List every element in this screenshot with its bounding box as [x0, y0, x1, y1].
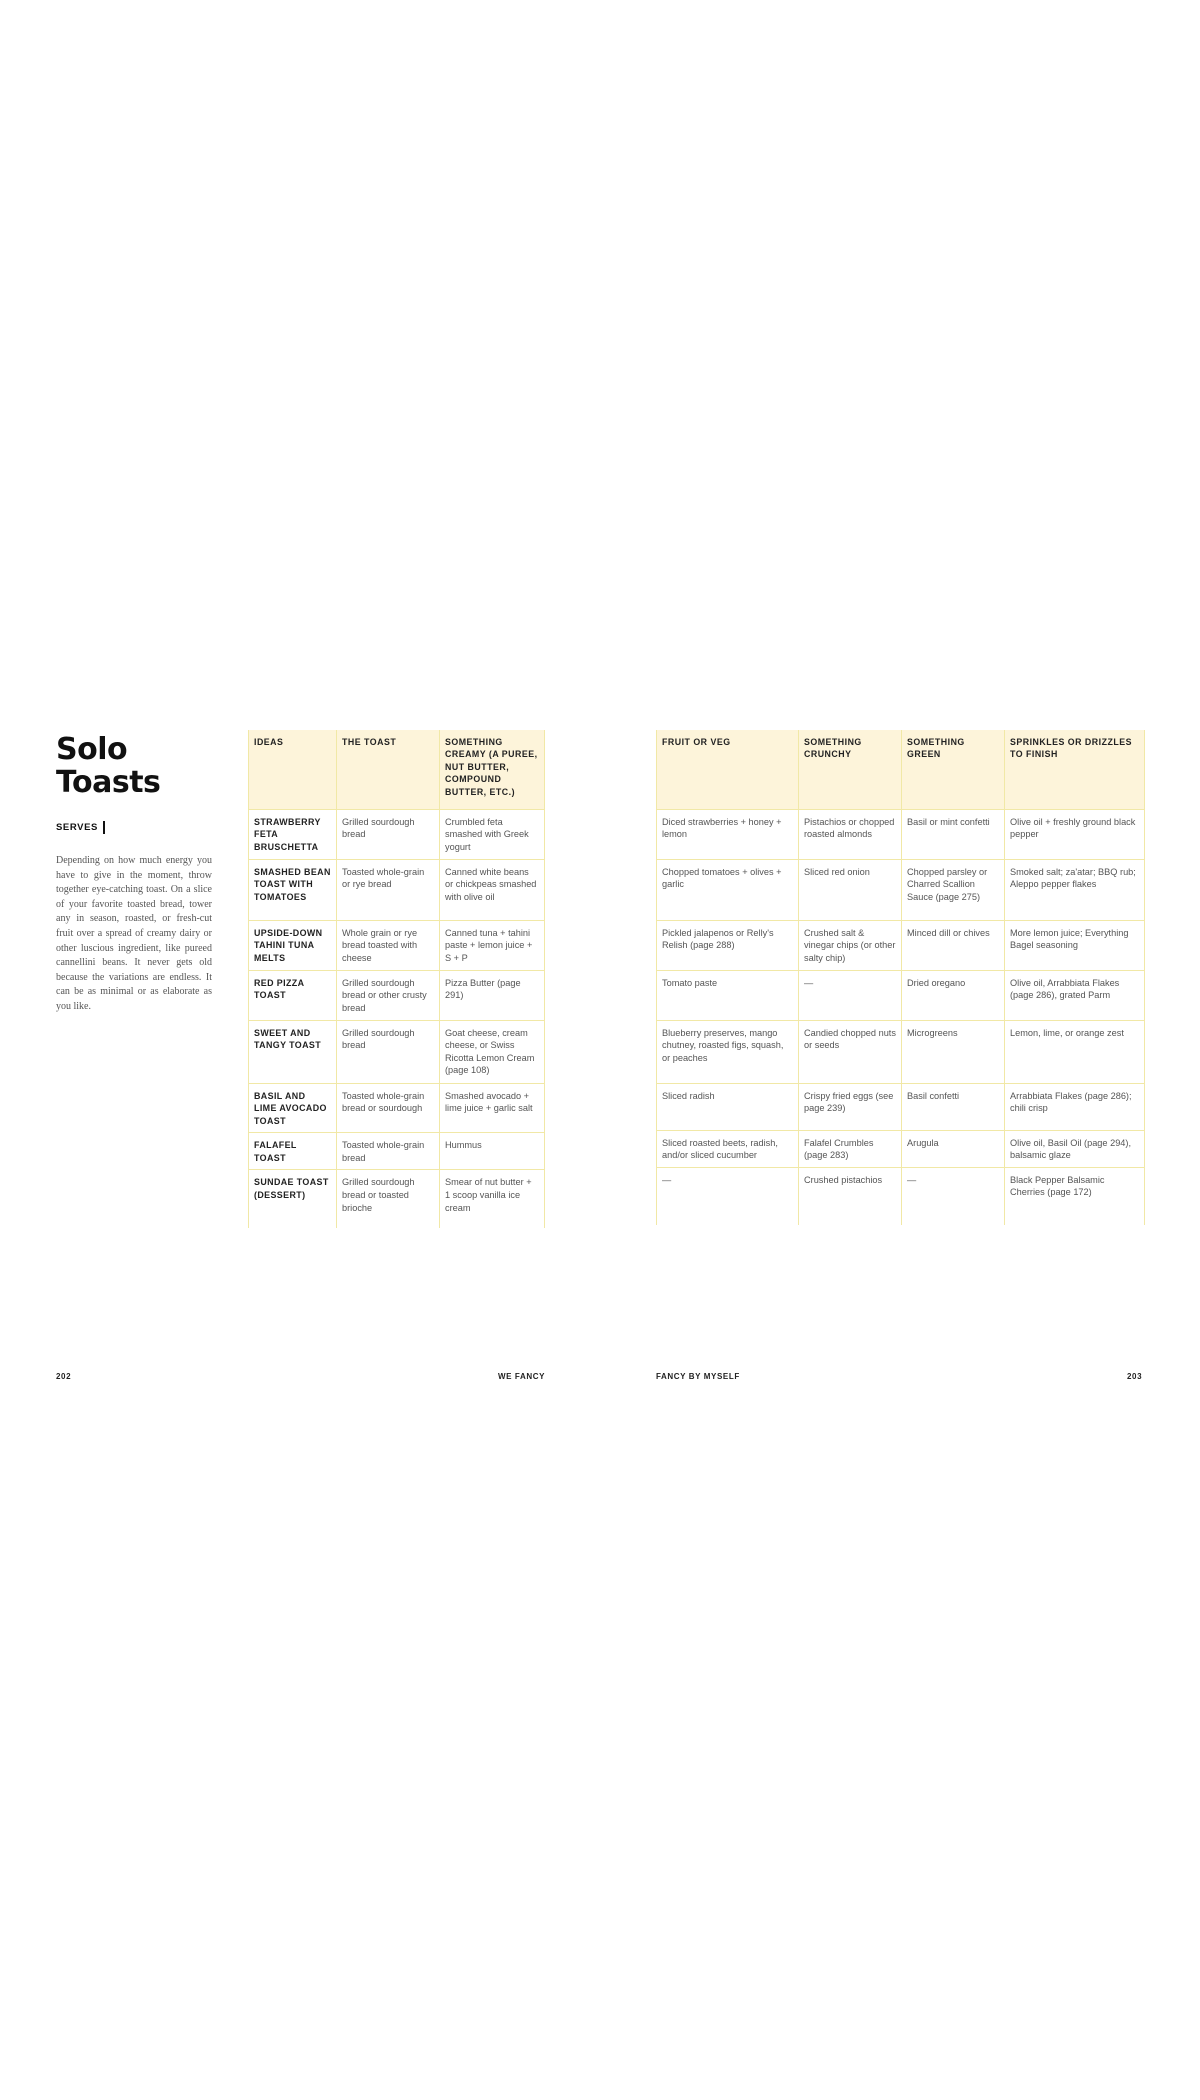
- idea-cell: FALAFEL TOAST: [249, 1133, 337, 1170]
- idea-cell: SUNDAE TOAST (DESSERT): [249, 1170, 337, 1228]
- running-title-right: FANCY BY MYSELF: [656, 1372, 740, 1381]
- creamy-cell: Smear of nut butter + 1 scoop vanilla ice cream: [440, 1170, 545, 1228]
- finish-cell: More lemon juice; Everything Bagel seasoning: [1005, 920, 1145, 970]
- finish-cell: Olive oil, Basil Oil (page 294), balsamic glaze: [1005, 1130, 1145, 1167]
- table-row: [657, 1130, 1145, 1167]
- table-row: [249, 1020, 545, 1083]
- title-line-1: Solo: [56, 732, 128, 767]
- finish-cell: Lemon, lime, or orange zest: [1005, 1020, 1145, 1083]
- page-title: [56, 733, 212, 799]
- table-row: [249, 970, 545, 1020]
- table-row: [249, 1083, 545, 1133]
- table-row: [249, 1170, 545, 1228]
- table-header-row: [249, 730, 545, 809]
- table-row: [657, 1167, 1145, 1225]
- toast-table-right: [656, 730, 1145, 1225]
- creamy-cell: Crumbled feta smashed with Greek yogurt: [440, 809, 545, 859]
- crunchy-cell: Sliced red onion: [799, 859, 902, 920]
- table-row: [657, 920, 1145, 970]
- idea-cell: UPSIDE-DOWN TAHINI TUNA MELTS: [249, 920, 337, 970]
- serves-bar: [103, 821, 105, 834]
- fruit-veg-cell: —: [657, 1167, 799, 1225]
- fruit-veg-cell: Chopped tomatoes + olives + garlic: [657, 859, 799, 920]
- finish-cell: Olive oil, Arrabbiata Flakes (page 286), grated Parm: [1005, 970, 1145, 1020]
- table-row: [249, 809, 545, 859]
- toast-cell: Toasted whole-grain or rye bread: [337, 859, 440, 920]
- table-row: [657, 1020, 1145, 1083]
- crunchy-cell: —: [799, 970, 902, 1020]
- creamy-cell: Pizza Butter (page 291): [440, 970, 545, 1020]
- page-number-left: 202: [56, 1372, 72, 1381]
- intro-column: [56, 733, 212, 1025]
- serves-text: SERVES: [56, 822, 98, 833]
- header-something-creamy: SOMETHING CREAMY (A PUREE, NUT BUTTER, COMPOUND BUTTER, ETC.): [440, 730, 545, 809]
- finish-cell: Smoked salt; za'atar; BBQ rub; Aleppo pepper flakes: [1005, 859, 1145, 920]
- toast-table-left: [248, 730, 545, 1228]
- fruit-veg-cell: Tomato paste: [657, 970, 799, 1020]
- fruit-veg-cell: Diced strawberries + honey + lemon: [657, 809, 799, 859]
- creamy-cell: Canned tuna + tahini paste + lemon juice + S + P: [440, 920, 545, 970]
- header-ideas: IDEAS: [249, 730, 337, 809]
- finish-cell: Black Pepper Balsamic Cherries (page 172): [1005, 1167, 1145, 1225]
- crunchy-cell: Falafel Crumbles (page 283): [799, 1130, 902, 1167]
- serves-label: [56, 821, 212, 834]
- green-cell: Arugula: [902, 1130, 1005, 1167]
- idea-cell: BASIL AND LIME AVOCADO TOAST: [249, 1083, 337, 1133]
- toast-cell: Grilled sourdough bread or toasted brioche: [337, 1170, 440, 1228]
- creamy-cell: Goat cheese, cream cheese, or Swiss Ricotta Lemon Cream (page 108): [440, 1020, 545, 1083]
- green-cell: —: [902, 1167, 1005, 1225]
- green-cell: Minced dill or chives: [902, 920, 1005, 970]
- crunchy-cell: Crushed pistachios: [799, 1167, 902, 1225]
- idea-cell: RED PIZZA TOAST: [249, 970, 337, 1020]
- crunchy-cell: Crushed salt & vinegar chips (or other salty chip): [799, 920, 902, 970]
- table-row: [249, 920, 545, 970]
- fruit-veg-cell: Sliced roasted beets, radish, and/or sliced cucumber: [657, 1130, 799, 1167]
- page-number-right: 203: [1127, 1372, 1143, 1381]
- finish-cell: Arrabbiata Flakes (page 286); chili crisp: [1005, 1083, 1145, 1130]
- green-cell: Microgreens: [902, 1020, 1005, 1083]
- header-sprinkles-or-drizzles: SPRINKLES OR DRIZZLES TO FINISH: [1005, 730, 1145, 809]
- toast-cell: Toasted whole-grain bread or sourdough: [337, 1083, 440, 1133]
- fruit-veg-cell: Sliced radish: [657, 1083, 799, 1130]
- table-row: [657, 1083, 1145, 1130]
- table-row: [657, 970, 1145, 1020]
- fruit-veg-cell: Pickled jalapenos or Relly's Relish (page 288): [657, 920, 799, 970]
- creamy-cell: Hummus: [440, 1133, 545, 1170]
- intro-paragraph: Depending on how much energy you have to give in the moment, throw together eye-catching toast. On a slice of your favorite toasted bread, tower any in season, roasted, or fresh-cut fruit over a spread of creamy dairy or other luscious ingredient, like pureed cannellini beans. It never gets old because the variations are endless. It can be as minimal or as elaborate as you like.: [56, 855, 212, 1012]
- creamy-cell: Canned white beans or chickpeas smashed with olive oil: [440, 859, 545, 920]
- table-row: [657, 859, 1145, 920]
- creamy-cell: Smashed avocado + lime juice + garlic salt: [440, 1083, 545, 1133]
- header-the-toast: THE TOAST: [337, 730, 440, 809]
- green-cell: Basil or mint confetti: [902, 809, 1005, 859]
- header-something-green: SOMETHING GREEN: [902, 730, 1005, 809]
- toast-cell: Whole grain or rye bread toasted with cheese: [337, 920, 440, 970]
- header-fruit-or-veg: FRUIT OR VEG: [657, 730, 799, 809]
- idea-cell: STRAWBERRY FETA BRUSCHETTA: [249, 809, 337, 859]
- header-something-crunchy: SOMETHING CRUNCHY: [799, 730, 902, 809]
- crunchy-cell: Pistachios or chopped roasted almonds: [799, 809, 902, 859]
- toast-cell: Toasted whole-grain bread: [337, 1133, 440, 1170]
- green-cell: Chopped parsley or Charred Scallion Sauce (page 275): [902, 859, 1005, 920]
- green-cell: Dried oregano: [902, 970, 1005, 1020]
- green-cell: Basil confetti: [902, 1083, 1005, 1130]
- crunchy-cell: Crispy fried eggs (see page 239): [799, 1083, 902, 1130]
- toast-cell: Grilled sourdough bread: [337, 1020, 440, 1083]
- toast-cell: Grilled sourdough bread: [337, 809, 440, 859]
- table-header-row: [657, 730, 1145, 809]
- title-line-2: Toasts: [56, 765, 161, 800]
- table-row: [249, 1133, 545, 1170]
- crunchy-cell: Candied chopped nuts or seeds: [799, 1020, 902, 1083]
- idea-cell: SWEET AND TANGY TOAST: [249, 1020, 337, 1083]
- idea-cell: SMASHED BEAN TOAST WITH TOMATOES: [249, 859, 337, 920]
- running-title-left: WE FANCY: [498, 1372, 546, 1381]
- table-row: [657, 809, 1145, 859]
- table-row: [249, 859, 545, 920]
- toast-cell: Grilled sourdough bread or other crusty bread: [337, 970, 440, 1020]
- finish-cell: Olive oil + freshly ground black pepper: [1005, 809, 1145, 859]
- fruit-veg-cell: Blueberry preserves, mango chutney, roasted figs, squash, or peaches: [657, 1020, 799, 1083]
